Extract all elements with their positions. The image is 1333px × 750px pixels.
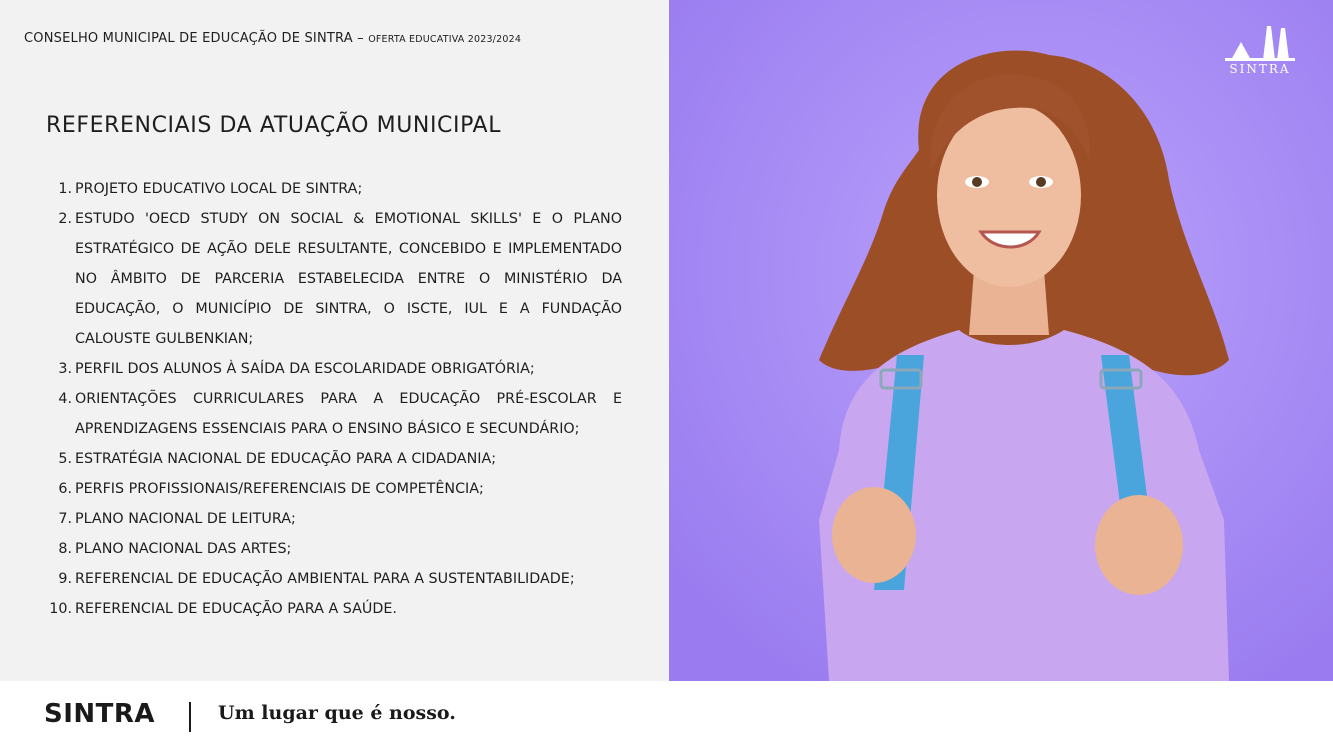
item-text: ESTRATÉGIA NACIONAL DE EDUCAÇÃO PARA A CIDADANIA; (75, 451, 497, 467)
left-hand (832, 487, 916, 583)
reference-list (42, 174, 622, 624)
council-name: CONSELHO MUNICIPAL DE EDUCAÇÃO DE SINTRA – (24, 31, 364, 46)
student-photo (669, 0, 1333, 681)
item-text: ESTUDO 'OECD STUDY ON SOCIAL & EMOTIONAL SKILLS' E O PLANO ESTRATÉGICO DE AÇÃO DELE RESULTANTE, CONCEBIDO E IMPLEMENTADO NO ÂMBITO DE PARCERIA ESTABELECIDA ENTRE O MINISTÉRIO DA EDUCAÇÃO, O MUNICÍPIO DE SINTRA, O ISCTE, IUL E A FUNDAÇÃO CALOUSTE GULBENKIAN; (75, 211, 622, 347)
footer-divider (189, 702, 191, 732)
item-number: 3. (58, 361, 72, 377)
item-number: 5. (58, 451, 72, 467)
item-number: 1. (58, 181, 72, 197)
item-number: 4. (58, 391, 72, 407)
item-number: 8. (58, 541, 72, 557)
page-title: REFERENCIAIS DA ATUAÇÃO MUNICIPAL (46, 113, 502, 138)
right-iris (1036, 177, 1046, 187)
footer (0, 681, 1333, 750)
left-iris (972, 177, 982, 187)
list-item (42, 354, 622, 384)
item-number: 7. (58, 511, 72, 527)
offer-label: OFERTA EDUCATIVA 2023/2024 (368, 34, 522, 45)
item-text: REFERENCIAL DE EDUCAÇÃO AMBIENTAL PARA A SUSTENTABILIDADE; (75, 571, 575, 587)
list-item (42, 444, 622, 474)
item-text: PERFIL DOS ALUNOS À SAÍDA DA ESCOLARIDADE OBRIGATÓRIA; (75, 361, 535, 377)
list-item (42, 204, 622, 354)
content-panel (0, 0, 669, 681)
item-number: 6. (58, 481, 72, 497)
item-text: PERFIS PROFISSIONAIS/REFERENCIAIS DE COMPETÊNCIA; (75, 481, 484, 497)
list-item (42, 594, 622, 624)
right-hand (1095, 495, 1183, 595)
logo-word: SINTRA (1229, 62, 1291, 76)
list-item (42, 174, 622, 204)
palace-icon (1221, 20, 1299, 64)
list-item (42, 534, 622, 564)
footer-logo: SINTRA (44, 699, 156, 729)
student-illustration (669, 0, 1333, 681)
footer-slogan: Um lugar que é nosso. (218, 702, 456, 724)
item-text: PROJETO EDUCATIVO LOCAL DE SINTRA; (75, 181, 363, 197)
list-item (42, 384, 622, 444)
item-text: REFERENCIAL DE EDUCAÇÃO PARA A SAÚDE. (75, 601, 397, 617)
item-number: 10. (49, 601, 72, 617)
item-text: PLANO NACIONAL DE LEITURA; (75, 511, 296, 527)
sintra-logo (1221, 20, 1299, 82)
slide-header (24, 31, 521, 46)
list-item (42, 564, 622, 594)
item-number: 9. (58, 571, 72, 587)
item-number: 2. (58, 211, 72, 227)
list-item (42, 504, 622, 534)
list-item (42, 474, 622, 504)
item-text: ORIENTAÇÕES CURRICULARES PARA A EDUCAÇÃO PRÉ-ESCOLAR E APRENDIZAGENS ESSENCIAIS PARA O ENSINO BÁSICO E SECUNDÁRIO; (75, 391, 622, 437)
item-text: PLANO NACIONAL DAS ARTES; (75, 541, 292, 557)
